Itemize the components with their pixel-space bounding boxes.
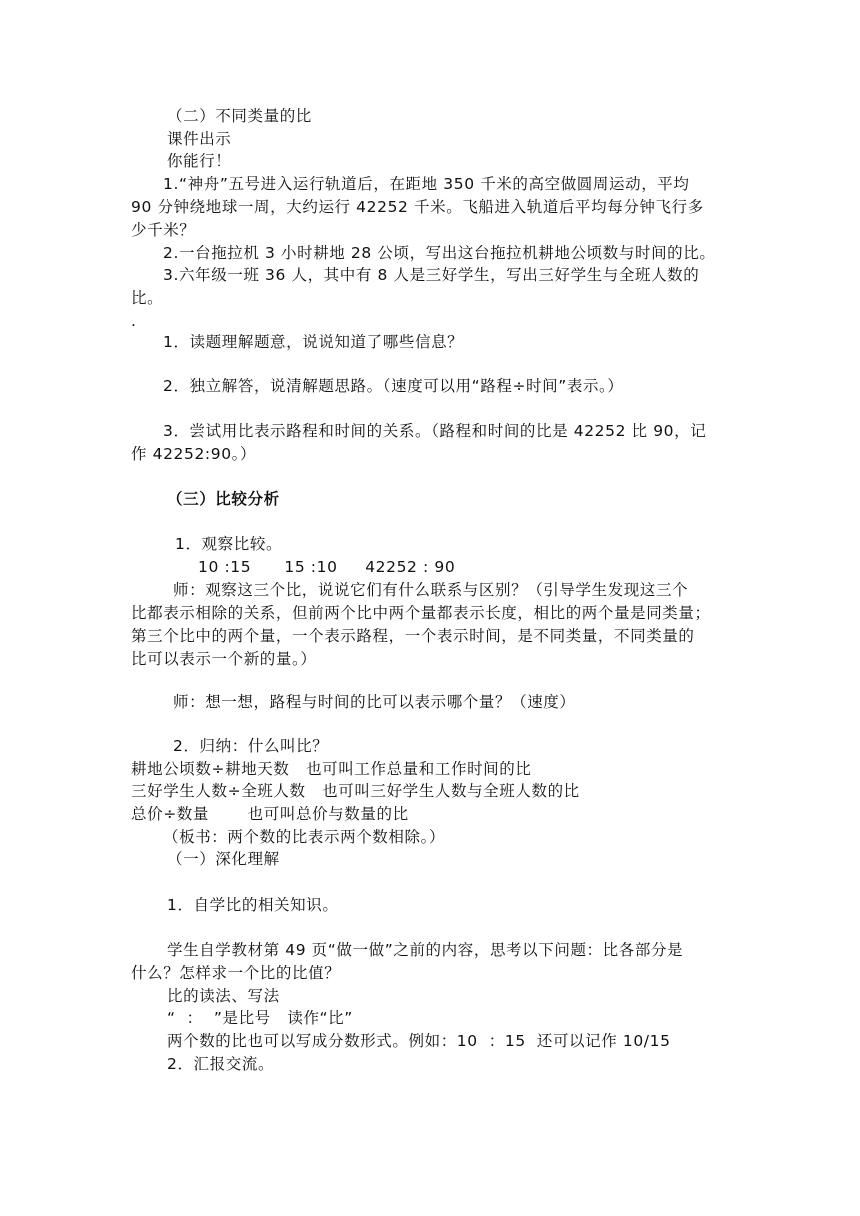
ratio-sign-line: “ ： ”是比号 读作“比” — [167, 1009, 353, 1027]
problem-3-line-1: 3.六年级一班 36 人，其中有 8 人是三好学生，写出三好学生与全班人数的 — [163, 266, 700, 284]
teacher-1-line-4: 比可以表示一个新的量。） — [131, 650, 317, 668]
relation-2: 三好学生人数÷全班人数 也可叫三好学生人数与全班人数的比 — [131, 782, 580, 800]
relation-3: 总价÷数量 也可叫总价与数量的比 — [131, 805, 409, 823]
problem-1-line-3: 少千米？ — [131, 221, 196, 239]
summary-label: 2．归纳：什么叫比？ — [173, 737, 329, 755]
problem-2: 2.一台拖拉机 3 小时耕地 28 公顷，写出这台拖拉机耕地公顷数与时间的比。 — [163, 244, 716, 262]
section-title-2: （二）不同类量的比 — [167, 107, 312, 125]
board-note: （板书：两个数的比表示两个数相除。） — [163, 828, 446, 846]
report-label: 2．汇报交流。 — [167, 1055, 275, 1073]
fraction-form-line: 两个数的比也可以写成分数形式。例如：10 ：15 还可以记作 10/15 — [167, 1032, 671, 1050]
you-can-label: 你能行！ — [167, 152, 232, 170]
question-2: 2．独立解答，说清解题思路。（速度可以用“路程÷时间”表示。） — [163, 377, 624, 395]
question-3-line-1: 3．尝试用比表示路程和时间的关系。（路程和时间的比是 42252 比 90，记 — [163, 422, 707, 440]
teacher-2: 师：想一想，路程与时间的比可以表示哪个量？（速度） — [173, 693, 576, 711]
problem-3-line-2: 比。 — [131, 289, 164, 307]
teacher-1-line-1: 师：观察这三个比，说说它们有什么联系与区别？（引导学生发现这三个 — [173, 581, 689, 599]
self-study-label: 1．自学比的相关知识。 — [167, 896, 339, 914]
ratios-line: 10 :15 15 :10 42252 : 90 — [198, 558, 456, 576]
courseware-label: 课件出示 — [167, 130, 232, 148]
self-study-line-2: 什么？怎样求一个比的比值？ — [131, 964, 341, 982]
question-3-line-2: 作 42252:90。） — [131, 445, 257, 463]
self-study-line-1: 学生自学教材第 49 页“做一做”之前的内容，思考以下问题：比各部分是 — [167, 941, 684, 959]
relation-1: 耕地公顷数÷耕地天数 也可叫工作总量和工作时间的比 — [131, 760, 532, 778]
question-1: 1．读题理解题意，说说知道了哪些信息？ — [163, 333, 464, 351]
problem-1-line-2: 90 分钟绕地球一周，大约运行 42252 千米。飞船进入轨道后平均每分钟飞行多 — [131, 198, 704, 216]
teacher-1-line-2: 比都表示相除的关系，但前两个比中两个量都表示长度，相比的两个量是同类量； — [131, 604, 711, 622]
read-write-label: 比的读法、写法 — [167, 987, 280, 1005]
stray-dot: . — [131, 312, 137, 330]
problem-1-line-1: 1.“神舟”五号进入运行轨道后，在距地 350 千米的高空做圆周运动，平均 — [163, 175, 690, 193]
observe-label: 1．观察比较。 — [175, 535, 283, 553]
teacher-1-line-3: 第三个比中的两个量，一个表示路程，一个表示时间，是不同类量，不同类量的 — [131, 627, 695, 645]
section-title-3: （三）比较分析 — [167, 490, 280, 508]
section-title-1: （一）深化理解 — [167, 850, 280, 868]
